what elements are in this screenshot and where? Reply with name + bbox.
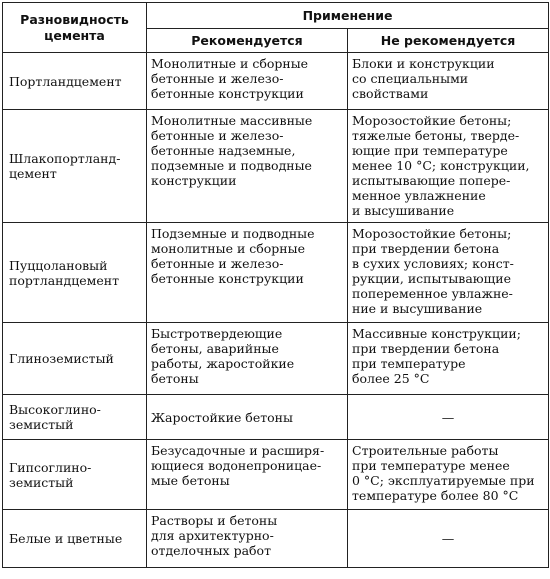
recommended-cell: Жаростойкие бетоны [147, 395, 348, 440]
cement-name: Пуццолановый портландцемент [3, 223, 147, 323]
recommended-cell: Монолитные массивные бетонные и железо- бетонные надземные, подземные и подводные конструкции [147, 110, 348, 223]
table-row [3, 53, 549, 110]
not-recommended-cell: Массивные конструкции; при твердении бетона при температуре более 25 °С [348, 323, 549, 395]
cement-name: Шлакопортланд- цемент [3, 110, 147, 223]
not-recommended-cell: Морозостойкие бетоны; при твердении бетона в сухих условиях; конст- рукции, испытывающие попеременное увлажне- ние и высушивание [348, 223, 549, 323]
table-row [3, 395, 549, 440]
recommended-cell: Подземные и подводные монолитные и сборные бетонные и железо- бетонные конструкции [147, 223, 348, 323]
table-row [3, 510, 549, 568]
not-recommended-cell: Морозостойкие бетоны; тяжелые бетоны, тверде- ющие при температуре менее 10 °С; конструкции, испытывающие попере- менное увлажнение и высушивание [348, 110, 549, 223]
not-recommended-cell: Строительные работы при температуре менее 0 °С; эксплуатируемые при температуре более 80 °С [348, 440, 549, 510]
header-recommended: Рекомендуется [147, 29, 348, 53]
not-recommended-cell: Блоки и конструкции со специальными свойствами [348, 53, 549, 110]
header-application: Применение [147, 3, 549, 29]
cement-name: Гипсоглино- земистый [3, 440, 147, 510]
recommended-cell: Безусадочные и расширя- ющиеся водонепроницае- мые бетоны [147, 440, 348, 510]
cement-name: Портландцемент [3, 53, 147, 110]
not-recommended-cell: — [348, 395, 549, 440]
table-row [3, 323, 549, 395]
cement-name: Глиноземистый [3, 323, 147, 395]
recommended-cell: Быстротвердеющие бетоны, аварийные работы, жаростойкие бетоны [147, 323, 348, 395]
recommended-cell: Монолитные и сборные бетонные и железо- бетонные конструкции [147, 53, 348, 110]
table-row [3, 223, 549, 323]
cement-name: Высокоглино- земистый [3, 395, 147, 440]
cement-types-table [2, 2, 549, 568]
table-row [3, 110, 549, 223]
cement-name: Белые и цветные [3, 510, 147, 568]
header-not-recommended: Не рекомендуется [348, 29, 549, 53]
not-recommended-cell: — [348, 510, 549, 568]
header-cement-type: Разновидность цемента [3, 3, 147, 53]
recommended-cell: Растворы и бетоны для архитектурно- отделочных работ [147, 510, 348, 568]
table-row [3, 440, 549, 510]
